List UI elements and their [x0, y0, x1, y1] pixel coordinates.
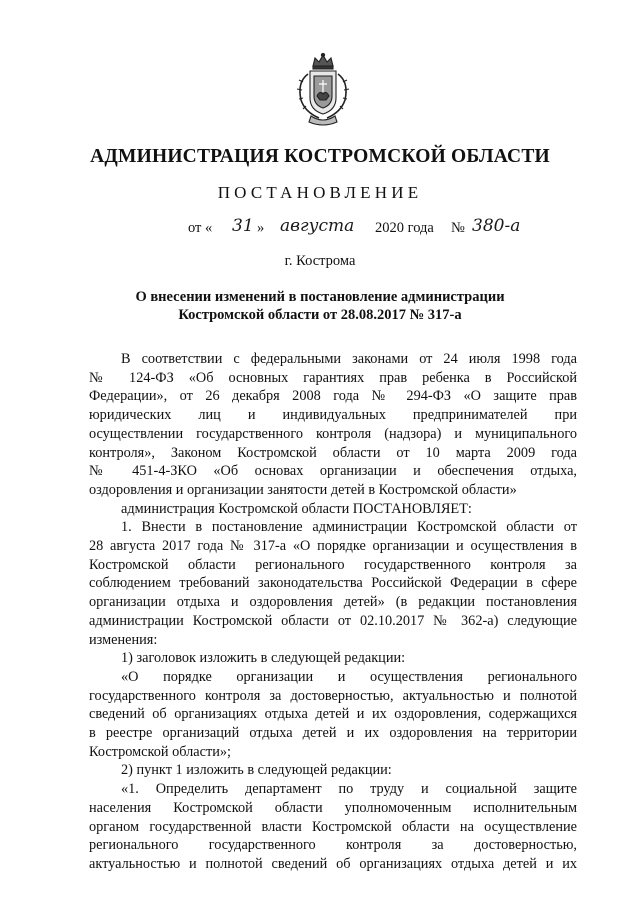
body-line: сведений об организациях отдыха детей и их оздоровления, содержащихся [89, 706, 577, 723]
body-line: «О порядке организации и осуществления регионального [121, 668, 577, 685]
body-line: 28 августа 2017 года № 317-а «О порядке организации и осуществления в [89, 538, 577, 555]
body-line: № 451-4-ЗКО «Об основах организации и обеспечения отдыха, [89, 463, 577, 480]
coat-of-arms-emblem [293, 52, 353, 128]
body-line: изменения: [89, 631, 158, 648]
body-line: Костромской области»; [89, 743, 232, 760]
body-line: администрации Костромской области от 02.10.2017 № 362-а) следующие [89, 612, 577, 629]
date-quote-close: » [257, 220, 265, 236]
body-line: В соответствии с федеральными законами от 24 июля 1998 года [121, 351, 577, 367]
body-line: населения Костромской области уполномоченным исполнительным [89, 799, 577, 816]
body-line: Федерации», от 26 декабря 2008 года № 294-ФЗ «О защите прав [89, 388, 577, 405]
date-day: 31 [232, 216, 254, 236]
body-line: 2) пункт 1 изложить в следующей редакции: [121, 762, 392, 779]
city: г. Кострома [284, 253, 356, 269]
body-line: Костромской области регионального государственного контроля за [89, 556, 577, 573]
body-line: регионального государственного контроля за достоверностью, [89, 837, 577, 854]
body-line: органом государственной власти Костромской области на осуществление [89, 818, 577, 835]
body-line: оздоровления и организации занятости детей в Костромской области» [89, 481, 517, 498]
body-line: актуальностью и полнотой сведений об организациях отдыха детей и их [89, 855, 577, 872]
date-prefix: от « [188, 220, 213, 236]
body-line: в реестре организаций отдыха детей и их оздоровления на территории [89, 725, 577, 742]
body-line: контроля», Законом Костромской области от 10 марта 2009 года [89, 444, 577, 461]
body-line: 1) заголовок изложить в следующей редакции: [121, 650, 406, 667]
body-line: государственного контроля за достоверностью, актуальностью и полнотой [89, 687, 577, 704]
title-line: Костромской области от 28.08.2017 № 317-а [178, 307, 462, 323]
body-line: администрация Костромской области ПОСТАНОВЛЯЕТ: [121, 500, 472, 517]
body-line: «1. Определить департамент по труду и социальной защите [121, 781, 577, 798]
body-line: осуществлении государственного контроля (надзора) и муниципального [89, 425, 577, 442]
body-line: № 124-ФЗ «Об основных гарантиях прав ребенка в Российской [89, 369, 577, 386]
number-prefix: № [451, 220, 465, 236]
date-number-line [0, 216, 640, 246]
organization-name: АДМИНИСТРАЦИЯ КОСТРОМСКОЙ ОБЛАСТИ [90, 146, 550, 167]
body-line: юридических лиц и индивидуальных предпринимателей при [89, 407, 577, 424]
title-line: О внесении изменений в постановление администрации [135, 289, 505, 305]
document-type: ПОСТАНОВЛЕНИЕ [217, 183, 423, 202]
date-month: августа [280, 216, 355, 236]
body-line: организации отдыха и оздоровления детей» (в редакции постановления [89, 594, 577, 611]
document-body [89, 350, 577, 874]
date-year: 2020 года [375, 220, 434, 236]
document-title [0, 288, 640, 324]
document-number: 380-а [472, 216, 521, 236]
body-line: 1. Внести в постановление администрации Костромской области от [121, 519, 577, 536]
body-line: соблюдением требований законодательства Российской Федерации в сфере [89, 575, 577, 592]
